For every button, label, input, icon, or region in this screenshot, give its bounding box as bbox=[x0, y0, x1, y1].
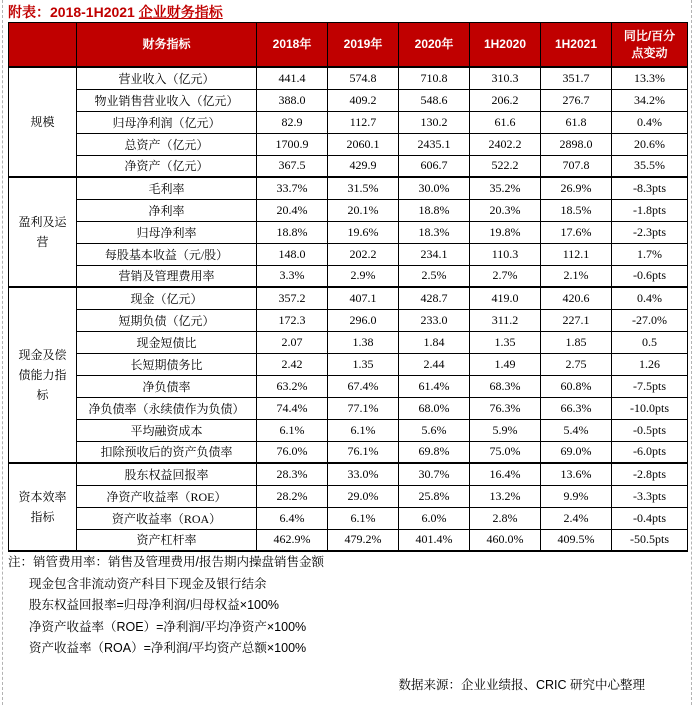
table-header-row bbox=[9, 23, 688, 68]
value-cell: 351.7 bbox=[541, 67, 612, 89]
value-cell: 69.0% bbox=[541, 441, 612, 463]
value-cell: 0.4% bbox=[612, 287, 688, 309]
value-cell: 34.2% bbox=[612, 89, 688, 111]
table-row bbox=[9, 309, 688, 331]
indicator-cell: 资产收益率（ROA） bbox=[77, 507, 257, 529]
value-cell: 75.0% bbox=[470, 441, 541, 463]
value-cell: 66.3% bbox=[541, 397, 612, 419]
indicator-cell: 每股基本收益（元/股） bbox=[77, 243, 257, 265]
value-cell: 202.2 bbox=[328, 243, 399, 265]
group-cell: 盈利及运营 bbox=[9, 177, 77, 287]
value-cell: 30.7% bbox=[399, 463, 470, 485]
value-cell: 60.8% bbox=[541, 375, 612, 397]
value-cell: 1700.9 bbox=[257, 133, 328, 155]
value-cell: 1.35 bbox=[470, 331, 541, 353]
value-cell: -50.5pts bbox=[612, 529, 688, 551]
value-cell: 13.2% bbox=[470, 485, 541, 507]
value-cell: 6.1% bbox=[328, 419, 399, 441]
value-cell: 710.8 bbox=[399, 67, 470, 89]
value-cell: 82.9 bbox=[257, 111, 328, 133]
value-cell: 63.2% bbox=[257, 375, 328, 397]
value-cell: 428.7 bbox=[399, 287, 470, 309]
value-cell: 2.1% bbox=[541, 265, 612, 287]
column-header: 1H2020 bbox=[470, 23, 541, 68]
notes-block bbox=[8, 552, 324, 660]
table-row bbox=[9, 221, 688, 243]
value-cell: 420.6 bbox=[541, 287, 612, 309]
value-cell: 2.4% bbox=[541, 507, 612, 529]
value-cell: -3.3pts bbox=[612, 485, 688, 507]
value-cell: 6.4% bbox=[257, 507, 328, 529]
value-cell: 419.0 bbox=[470, 287, 541, 309]
note-line: 股东权益回报率=归母净利润/归母权益×100% bbox=[29, 598, 280, 612]
value-cell: 227.1 bbox=[541, 309, 612, 331]
value-cell: 2435.1 bbox=[399, 133, 470, 155]
value-cell: 20.1% bbox=[328, 199, 399, 221]
value-cell: -2.8pts bbox=[612, 463, 688, 485]
indicator-cell: 长短期债务比 bbox=[77, 353, 257, 375]
value-cell: 388.0 bbox=[257, 89, 328, 111]
value-cell: 707.8 bbox=[541, 155, 612, 177]
value-cell: -2.3pts bbox=[612, 221, 688, 243]
value-cell: 20.3% bbox=[470, 199, 541, 221]
value-cell: -7.5pts bbox=[612, 375, 688, 397]
value-cell: 61.8 bbox=[541, 111, 612, 133]
value-cell: 19.8% bbox=[470, 221, 541, 243]
value-cell: 2.42 bbox=[257, 353, 328, 375]
value-cell: 25.8% bbox=[399, 485, 470, 507]
value-cell: 2.07 bbox=[257, 331, 328, 353]
value-cell: 367.5 bbox=[257, 155, 328, 177]
table-row bbox=[9, 265, 688, 287]
value-cell: 68.0% bbox=[399, 397, 470, 419]
table-row bbox=[9, 89, 688, 111]
indicator-cell: 现金（亿元） bbox=[77, 287, 257, 309]
value-cell: 74.4% bbox=[257, 397, 328, 419]
value-cell: 2.7% bbox=[470, 265, 541, 287]
value-cell: 16.4% bbox=[470, 463, 541, 485]
value-cell: 1.38 bbox=[328, 331, 399, 353]
indicator-cell: 营业收入（亿元） bbox=[77, 67, 257, 89]
value-cell: 2.9% bbox=[328, 265, 399, 287]
indicator-cell: 归母净利率 bbox=[77, 221, 257, 243]
value-cell: 311.2 bbox=[470, 309, 541, 331]
indicator-cell: 总资产（亿元） bbox=[77, 133, 257, 155]
table-row bbox=[9, 353, 688, 375]
value-cell: 574.8 bbox=[328, 67, 399, 89]
financial-indicators-table bbox=[8, 22, 688, 552]
value-cell: 33.7% bbox=[257, 177, 328, 199]
value-cell: 2.44 bbox=[399, 353, 470, 375]
note-line: 净资产收益率（ROE）=净利润/平均净资产×100% bbox=[29, 619, 307, 634]
value-cell: 401.4% bbox=[399, 529, 470, 551]
column-header: 1H2021 bbox=[541, 23, 612, 68]
value-cell: -8.3pts bbox=[612, 177, 688, 199]
table-row bbox=[9, 243, 688, 265]
value-cell: 407.1 bbox=[328, 287, 399, 309]
value-cell: -0.6pts bbox=[612, 265, 688, 287]
value-cell: 61.6 bbox=[470, 111, 541, 133]
value-cell: 296.0 bbox=[328, 309, 399, 331]
value-cell: 35.2% bbox=[470, 177, 541, 199]
value-cell: 20.6% bbox=[612, 133, 688, 155]
indicator-cell: 现金短债比 bbox=[77, 331, 257, 353]
value-cell: 1.7% bbox=[612, 243, 688, 265]
value-cell: 1.84 bbox=[399, 331, 470, 353]
column-header: 2020年 bbox=[399, 23, 470, 68]
value-cell: 19.6% bbox=[328, 221, 399, 243]
value-cell: 61.4% bbox=[399, 375, 470, 397]
value-cell: -1.8pts bbox=[612, 199, 688, 221]
table-row bbox=[9, 177, 688, 199]
table-row bbox=[9, 507, 688, 529]
corner-cell bbox=[9, 23, 77, 68]
value-cell: 20.4% bbox=[257, 199, 328, 221]
value-cell: 18.3% bbox=[399, 221, 470, 243]
indicator-cell: 股东权益回报率 bbox=[77, 463, 257, 485]
value-cell: 441.4 bbox=[257, 67, 328, 89]
value-cell: 522.2 bbox=[470, 155, 541, 177]
value-cell: 6.1% bbox=[257, 419, 328, 441]
page-break-guide-left bbox=[2, 0, 3, 705]
value-cell: 2060.1 bbox=[328, 133, 399, 155]
indicator-cell: 净负债率（永续债作为负债） bbox=[77, 397, 257, 419]
value-cell: 76.3% bbox=[470, 397, 541, 419]
value-cell: 6.0% bbox=[399, 507, 470, 529]
value-cell: 310.3 bbox=[470, 67, 541, 89]
value-cell: 148.0 bbox=[257, 243, 328, 265]
table-row bbox=[9, 133, 688, 155]
table-row bbox=[9, 331, 688, 353]
group-cell: 现金及偿债能力指标 bbox=[9, 287, 77, 463]
value-cell: 206.2 bbox=[470, 89, 541, 111]
page-title bbox=[8, 2, 223, 22]
value-cell: 76.0% bbox=[257, 441, 328, 463]
value-cell: 0.4% bbox=[612, 111, 688, 133]
value-cell: 77.1% bbox=[328, 397, 399, 419]
value-cell: 2402.2 bbox=[470, 133, 541, 155]
indicator-cell: 营销及管理费用率 bbox=[77, 265, 257, 287]
value-cell: 18.8% bbox=[399, 199, 470, 221]
page-title-underlined: 企业财务指标 bbox=[138, 4, 223, 20]
indicator-cell: 净资产（亿元） bbox=[77, 155, 257, 177]
value-cell: 5.9% bbox=[470, 419, 541, 441]
table-row bbox=[9, 463, 688, 485]
value-cell: 606.7 bbox=[399, 155, 470, 177]
value-cell: 110.3 bbox=[470, 243, 541, 265]
table-header bbox=[9, 23, 688, 68]
value-cell: 5.4% bbox=[541, 419, 612, 441]
value-cell: -10.0pts bbox=[612, 397, 688, 419]
value-cell: 33.0% bbox=[328, 463, 399, 485]
value-cell: 479.2% bbox=[328, 529, 399, 551]
value-cell: 172.3 bbox=[257, 309, 328, 331]
indicator-cell: 物业销售营业收入（亿元） bbox=[77, 89, 257, 111]
value-cell: 5.6% bbox=[399, 419, 470, 441]
table-row bbox=[9, 155, 688, 177]
value-cell: 26.9% bbox=[541, 177, 612, 199]
value-cell: 409.5% bbox=[541, 529, 612, 551]
value-cell: 234.1 bbox=[399, 243, 470, 265]
column-header: 2018年 bbox=[257, 23, 328, 68]
value-cell: 276.7 bbox=[541, 89, 612, 111]
value-cell: 9.9% bbox=[541, 485, 612, 507]
value-cell: 1.85 bbox=[541, 331, 612, 353]
column-header: 财务指标 bbox=[77, 23, 257, 68]
value-cell: 1.35 bbox=[328, 353, 399, 375]
value-cell: 13.6% bbox=[541, 463, 612, 485]
value-cell: 18.5% bbox=[541, 199, 612, 221]
indicator-cell: 归母净利润（亿元） bbox=[77, 111, 257, 133]
table-row bbox=[9, 199, 688, 221]
value-cell: -0.4pts bbox=[612, 507, 688, 529]
value-cell: 67.4% bbox=[328, 375, 399, 397]
page-title-prefix: 附表：2018-1H2021 bbox=[8, 4, 139, 20]
value-cell: -0.5pts bbox=[612, 419, 688, 441]
value-cell: -27.0% bbox=[612, 309, 688, 331]
table-row bbox=[9, 419, 688, 441]
value-cell: 13.3% bbox=[612, 67, 688, 89]
indicator-cell: 平均融资成本 bbox=[77, 419, 257, 441]
indicator-cell: 毛利率 bbox=[77, 177, 257, 199]
note-line: 资产收益率（ROA）=净利润/平均资产总额×100% bbox=[29, 641, 307, 655]
table-row bbox=[9, 111, 688, 133]
value-cell: -6.0pts bbox=[612, 441, 688, 463]
value-cell: 2.8% bbox=[470, 507, 541, 529]
value-cell: 2.75 bbox=[541, 353, 612, 375]
value-cell: 6.1% bbox=[328, 507, 399, 529]
data-source: 数据来源：企业业绩报、CRIC 研究中心整理 bbox=[398, 678, 645, 692]
value-cell: 18.8% bbox=[257, 221, 328, 243]
table-row bbox=[9, 485, 688, 507]
value-cell: 28.3% bbox=[257, 463, 328, 485]
indicator-cell: 扣除预收后的资产负债率 bbox=[77, 441, 257, 463]
group-cell: 资本效率指标 bbox=[9, 463, 77, 551]
note-line: 注：销管费用率：销售及管理费用/报告期内操盘销售金额 bbox=[8, 555, 324, 569]
value-cell: 69.8% bbox=[399, 441, 470, 463]
table-row bbox=[9, 287, 688, 309]
value-cell: 130.2 bbox=[399, 111, 470, 133]
table-row bbox=[9, 529, 688, 551]
indicator-cell: 净资产收益率（ROE） bbox=[77, 485, 257, 507]
page-break-guide-right bbox=[691, 0, 692, 705]
value-cell: 409.2 bbox=[328, 89, 399, 111]
value-cell: 2.5% bbox=[399, 265, 470, 287]
value-cell: 429.9 bbox=[328, 155, 399, 177]
value-cell: 28.2% bbox=[257, 485, 328, 507]
table-row bbox=[9, 67, 688, 89]
table-row bbox=[9, 441, 688, 463]
indicator-cell: 短期负债（亿元） bbox=[77, 309, 257, 331]
value-cell: 460.0% bbox=[470, 529, 541, 551]
value-cell: 112.1 bbox=[541, 243, 612, 265]
value-cell: 0.5 bbox=[612, 331, 688, 353]
value-cell: 29.0% bbox=[328, 485, 399, 507]
table-body bbox=[9, 67, 688, 551]
value-cell: 233.0 bbox=[399, 309, 470, 331]
value-cell: 1.26 bbox=[612, 353, 688, 375]
value-cell: 2898.0 bbox=[541, 133, 612, 155]
value-cell: 462.9% bbox=[257, 529, 328, 551]
table-row bbox=[9, 397, 688, 419]
note-line: 现金包含非流动资产科目下现金及银行结余 bbox=[29, 576, 267, 591]
value-cell: 35.5% bbox=[612, 155, 688, 177]
group-cell: 规模 bbox=[9, 67, 77, 177]
indicator-cell: 净利率 bbox=[77, 199, 257, 221]
value-cell: 3.3% bbox=[257, 265, 328, 287]
table-row bbox=[9, 375, 688, 397]
value-cell: 30.0% bbox=[399, 177, 470, 199]
value-cell: 1.49 bbox=[470, 353, 541, 375]
value-cell: 357.2 bbox=[257, 287, 328, 309]
value-cell: 68.3% bbox=[470, 375, 541, 397]
value-cell: 17.6% bbox=[541, 221, 612, 243]
value-cell: 76.1% bbox=[328, 441, 399, 463]
column-header: 同比/百分点变动 bbox=[612, 23, 688, 68]
column-header: 2019年 bbox=[328, 23, 399, 68]
indicator-cell: 资产杠杆率 bbox=[77, 529, 257, 551]
value-cell: 112.7 bbox=[328, 111, 399, 133]
value-cell: 548.6 bbox=[399, 89, 470, 111]
value-cell: 31.5% bbox=[328, 177, 399, 199]
indicator-cell: 净负债率 bbox=[77, 375, 257, 397]
